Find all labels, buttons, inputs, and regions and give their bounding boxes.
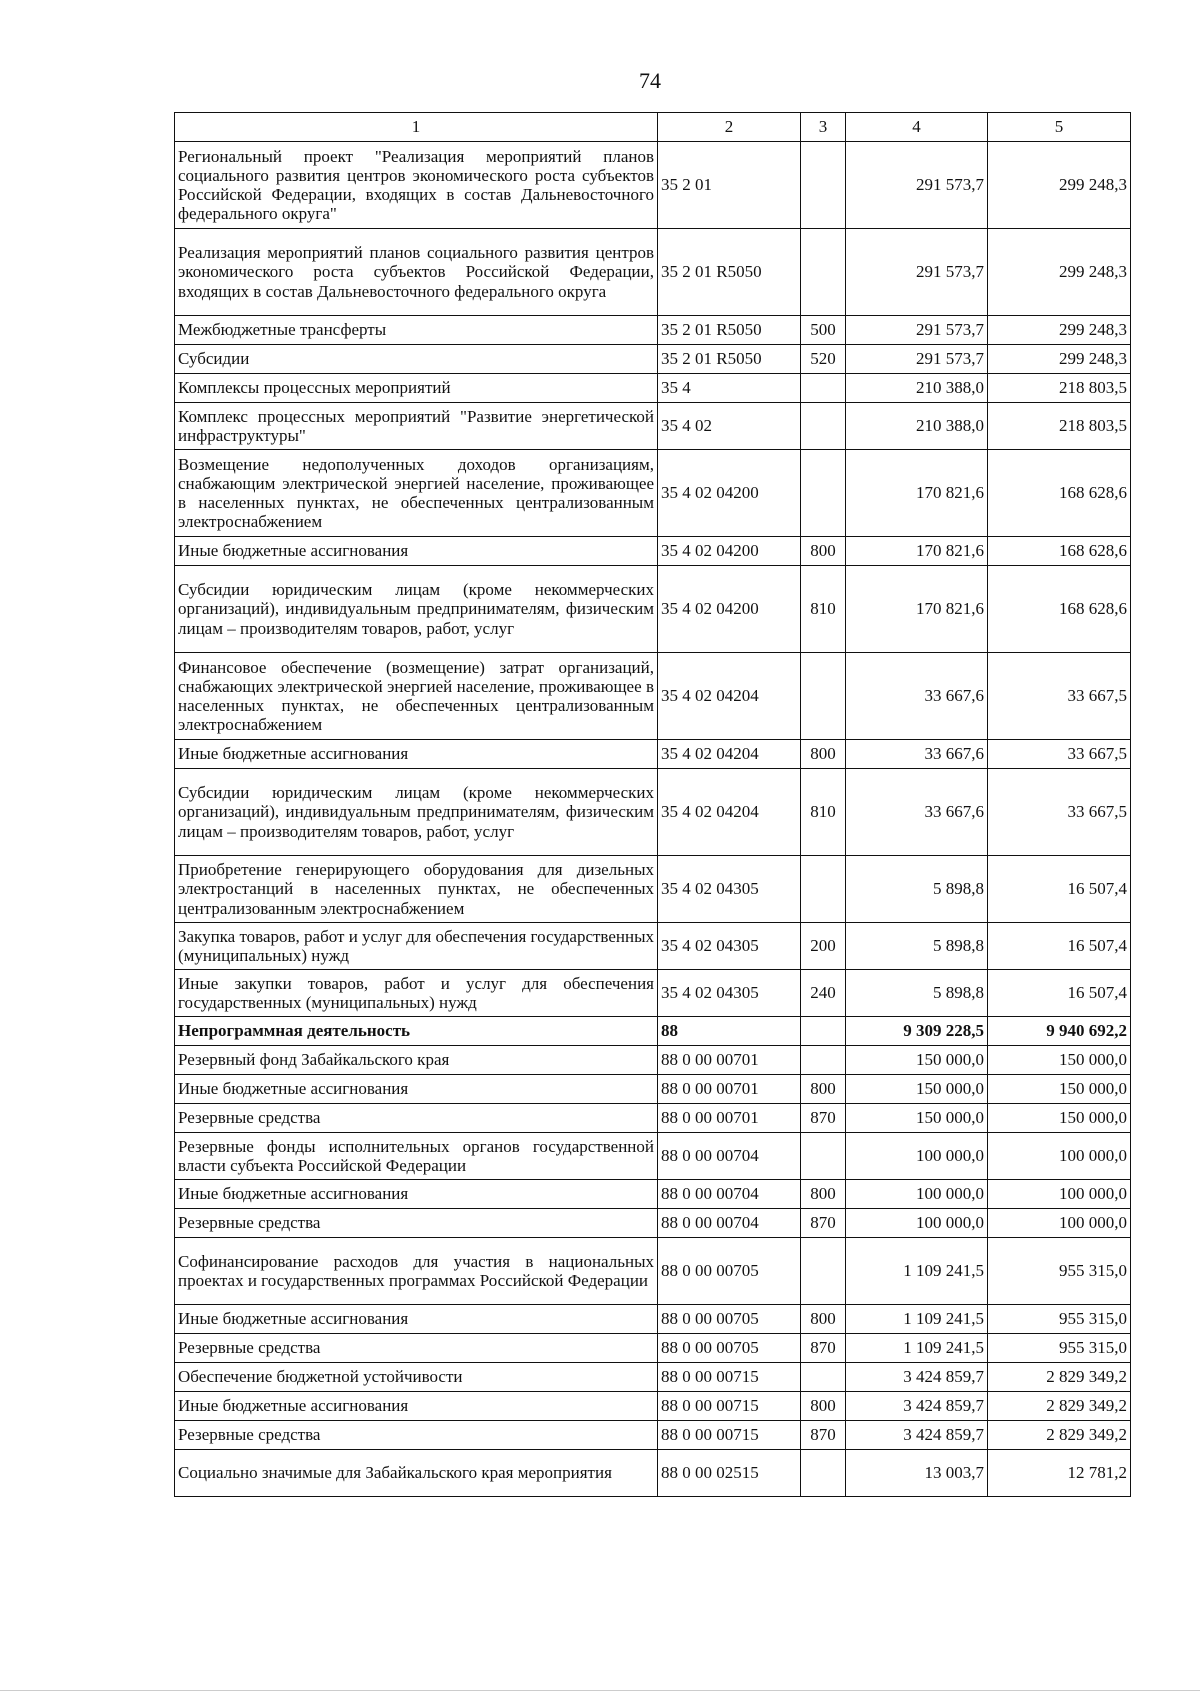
row-amount-year2-cell: 299 248,3 bbox=[988, 142, 1131, 229]
row-amount-year1-cell: 291 573,7 bbox=[846, 345, 988, 374]
table-row bbox=[175, 1305, 1131, 1334]
page-edge-rule bbox=[0, 1690, 1200, 1691]
row-code-cell: 88 0 00 02515 bbox=[658, 1450, 801, 1497]
row-amount-year1-cell: 1 109 241,5 bbox=[846, 1238, 988, 1305]
row-name-cell: Комплекс процессных мероприятий "Развитие энергетической инфраструктуры" bbox=[175, 403, 658, 450]
header-col-2: 2 bbox=[658, 113, 801, 142]
row-name-cell: Иные бюджетные ассигнования bbox=[175, 537, 658, 566]
table-row bbox=[175, 1334, 1131, 1363]
row-name-cell: Иные бюджетные ассигнования bbox=[175, 1392, 658, 1421]
table-row bbox=[175, 1017, 1131, 1046]
row-name-cell: Финансовое обеспечение (возмещение) затрат организаций, снабжающих электрической энергией население, проживающее в населенных пунктах, не обеспеченных централизованным электроснабжением bbox=[175, 653, 658, 740]
header-col-1: 1 bbox=[175, 113, 658, 142]
row-amount-year2-cell: 12 781,2 bbox=[988, 1450, 1131, 1497]
row-amount-year2-cell: 33 667,5 bbox=[988, 769, 1131, 856]
row-amount-year1-cell: 100 000,0 bbox=[846, 1133, 988, 1180]
row-code-cell: 88 0 00 00705 bbox=[658, 1305, 801, 1334]
table-row bbox=[175, 1209, 1131, 1238]
row-expense-type-cell: 800 bbox=[801, 1305, 846, 1334]
row-code-cell: 35 2 01 bbox=[658, 142, 801, 229]
row-code-cell: 88 0 00 00704 bbox=[658, 1180, 801, 1209]
row-name-cell: Региональный проект "Реализация мероприятий планов социального развития центров экономического роста субъектов Российской Федерации, входящих в состав Дальневосточного федерального округа" bbox=[175, 142, 658, 229]
row-expense-type-cell: 800 bbox=[801, 1180, 846, 1209]
header-col-3: 3 bbox=[801, 113, 846, 142]
row-code-cell: 88 0 00 00704 bbox=[658, 1133, 801, 1180]
row-amount-year1-cell: 210 388,0 bbox=[846, 374, 988, 403]
row-amount-year1-cell: 291 573,7 bbox=[846, 229, 988, 316]
row-code-cell: 88 0 00 00715 bbox=[658, 1421, 801, 1450]
table-row bbox=[175, 1133, 1131, 1180]
row-amount-year1-cell: 3 424 859,7 bbox=[846, 1392, 988, 1421]
row-expense-type-cell: 800 bbox=[801, 740, 846, 769]
row-name-cell: Иные бюджетные ассигнования bbox=[175, 1305, 658, 1334]
row-code-cell: 35 4 02 04204 bbox=[658, 653, 801, 740]
row-amount-year1-cell: 291 573,7 bbox=[846, 142, 988, 229]
row-expense-type-cell bbox=[801, 1017, 846, 1046]
row-amount-year1-cell: 33 667,6 bbox=[846, 653, 988, 740]
row-amount-year1-cell: 100 000,0 bbox=[846, 1180, 988, 1209]
row-amount-year2-cell: 150 000,0 bbox=[988, 1075, 1131, 1104]
row-amount-year1-cell: 170 821,6 bbox=[846, 566, 988, 653]
table-row bbox=[175, 450, 1131, 537]
row-amount-year1-cell: 100 000,0 bbox=[846, 1209, 988, 1238]
row-amount-year2-cell: 100 000,0 bbox=[988, 1209, 1131, 1238]
row-expense-type-cell: 870 bbox=[801, 1104, 846, 1133]
table-row bbox=[175, 740, 1131, 769]
row-amount-year1-cell: 13 003,7 bbox=[846, 1450, 988, 1497]
row-amount-year2-cell: 16 507,4 bbox=[988, 970, 1131, 1017]
header-col-5: 5 bbox=[988, 113, 1131, 142]
table-row bbox=[175, 1363, 1131, 1392]
row-amount-year1-cell: 33 667,6 bbox=[846, 740, 988, 769]
row-expense-type-cell bbox=[801, 1450, 846, 1497]
row-name-cell: Субсидии юридическим лицам (кроме некоммерческих организаций), индивидуальным предпринимателям, физическим лицам – производителям товаров, работ, услуг bbox=[175, 769, 658, 856]
row-amount-year1-cell: 150 000,0 bbox=[846, 1104, 988, 1133]
row-expense-type-cell bbox=[801, 1238, 846, 1305]
table-row bbox=[175, 970, 1131, 1017]
row-amount-year2-cell: 2 829 349,2 bbox=[988, 1392, 1131, 1421]
row-code-cell: 88 0 00 00715 bbox=[658, 1392, 801, 1421]
row-name-cell: Иные бюджетные ассигнования bbox=[175, 1075, 658, 1104]
row-amount-year1-cell: 210 388,0 bbox=[846, 403, 988, 450]
row-amount-year1-cell: 150 000,0 bbox=[846, 1075, 988, 1104]
row-expense-type-cell: 810 bbox=[801, 769, 846, 856]
table-row bbox=[175, 1180, 1131, 1209]
row-code-cell: 88 0 00 00705 bbox=[658, 1334, 801, 1363]
row-code-cell: 88 0 00 00704 bbox=[658, 1209, 801, 1238]
row-code-cell: 35 4 02 04204 bbox=[658, 769, 801, 856]
table-row bbox=[175, 374, 1131, 403]
row-expense-type-cell bbox=[801, 1363, 846, 1392]
row-expense-type-cell: 800 bbox=[801, 537, 846, 566]
row-amount-year2-cell: 218 803,5 bbox=[988, 403, 1131, 450]
row-expense-type-cell bbox=[801, 403, 846, 450]
row-amount-year1-cell: 1 109 241,5 bbox=[846, 1305, 988, 1334]
row-code-cell: 35 4 02 04305 bbox=[658, 970, 801, 1017]
row-amount-year1-cell: 150 000,0 bbox=[846, 1046, 988, 1075]
row-code-cell: 35 4 02 04305 bbox=[658, 856, 801, 923]
table-row bbox=[175, 537, 1131, 566]
table-body bbox=[175, 142, 1131, 1497]
row-name-cell: Обеспечение бюджетной устойчивости bbox=[175, 1363, 658, 1392]
row-amount-year2-cell: 2 829 349,2 bbox=[988, 1363, 1131, 1392]
row-code-cell: 35 2 01 R5050 bbox=[658, 229, 801, 316]
row-amount-year1-cell: 5 898,8 bbox=[846, 970, 988, 1017]
row-amount-year2-cell: 9 940 692,2 bbox=[988, 1017, 1131, 1046]
row-amount-year1-cell: 33 667,6 bbox=[846, 769, 988, 856]
row-name-cell: Софинансирование расходов для участия в национальных проектах и государственных программах Российской Федерации bbox=[175, 1238, 658, 1305]
row-amount-year2-cell: 955 315,0 bbox=[988, 1334, 1131, 1363]
row-code-cell: 88 0 00 00715 bbox=[658, 1363, 801, 1392]
row-expense-type-cell: 870 bbox=[801, 1209, 846, 1238]
row-amount-year1-cell: 1 109 241,5 bbox=[846, 1334, 988, 1363]
row-code-cell: 35 4 02 04200 bbox=[658, 566, 801, 653]
row-code-cell: 35 4 bbox=[658, 374, 801, 403]
row-amount-year1-cell: 3 424 859,7 bbox=[846, 1363, 988, 1392]
row-name-cell: Иные бюджетные ассигнования bbox=[175, 740, 658, 769]
row-amount-year2-cell: 955 315,0 bbox=[988, 1238, 1131, 1305]
table-header-row bbox=[175, 113, 1131, 142]
row-amount-year1-cell: 170 821,6 bbox=[846, 537, 988, 566]
row-name-cell: Резервный фонд Забайкальского края bbox=[175, 1046, 658, 1075]
table-row bbox=[175, 403, 1131, 450]
row-code-cell: 35 2 01 R5050 bbox=[658, 316, 801, 345]
row-amount-year2-cell: 168 628,6 bbox=[988, 566, 1131, 653]
page-number: 74 bbox=[639, 68, 661, 93]
row-amount-year2-cell: 168 628,6 bbox=[988, 537, 1131, 566]
table-row bbox=[175, 345, 1131, 374]
table-row bbox=[175, 1421, 1131, 1450]
row-name-cell: Резервные средства bbox=[175, 1334, 658, 1363]
row-code-cell: 88 bbox=[658, 1017, 801, 1046]
row-code-cell: 35 4 02 bbox=[658, 403, 801, 450]
table-row bbox=[175, 1104, 1131, 1133]
row-amount-year2-cell: 955 315,0 bbox=[988, 1305, 1131, 1334]
table-row bbox=[175, 1075, 1131, 1104]
budget-table bbox=[174, 112, 1131, 1497]
row-code-cell: 88 0 00 00701 bbox=[658, 1104, 801, 1133]
row-expense-type-cell: 870 bbox=[801, 1421, 846, 1450]
row-amount-year2-cell: 16 507,4 bbox=[988, 923, 1131, 970]
row-amount-year2-cell: 2 829 349,2 bbox=[988, 1421, 1131, 1450]
row-amount-year2-cell: 33 667,5 bbox=[988, 653, 1131, 740]
table-row bbox=[175, 316, 1131, 345]
row-amount-year1-cell: 9 309 228,5 bbox=[846, 1017, 988, 1046]
row-name-cell: Субсидии bbox=[175, 345, 658, 374]
row-amount-year2-cell: 150 000,0 bbox=[988, 1104, 1131, 1133]
row-name-cell: Иные закупки товаров, работ и услуг для обеспечения государственных (муниципальных) нужд bbox=[175, 970, 658, 1017]
table-row bbox=[175, 769, 1131, 856]
row-expense-type-cell: 500 bbox=[801, 316, 846, 345]
row-code-cell: 88 0 00 00701 bbox=[658, 1046, 801, 1075]
row-amount-year2-cell: 16 507,4 bbox=[988, 856, 1131, 923]
row-name-cell: Резервные средства bbox=[175, 1209, 658, 1238]
table-row bbox=[175, 1392, 1131, 1421]
row-name-cell: Реализация мероприятий планов социального развития центров экономического роста субъектов Российской Федерации, входящих в состав Дальневосточного федерального округа bbox=[175, 229, 658, 316]
row-expense-type-cell: 870 bbox=[801, 1334, 846, 1363]
row-amount-year2-cell: 150 000,0 bbox=[988, 1046, 1131, 1075]
header-col-4: 4 bbox=[846, 113, 988, 142]
row-amount-year1-cell: 5 898,8 bbox=[846, 923, 988, 970]
row-code-cell: 35 4 02 04200 bbox=[658, 450, 801, 537]
row-amount-year2-cell: 218 803,5 bbox=[988, 374, 1131, 403]
row-expense-type-cell bbox=[801, 450, 846, 537]
table-row bbox=[175, 229, 1131, 316]
row-expense-type-cell: 520 bbox=[801, 345, 846, 374]
row-amount-year2-cell: 299 248,3 bbox=[988, 345, 1131, 374]
table-row bbox=[175, 653, 1131, 740]
row-code-cell: 35 4 02 04204 bbox=[658, 740, 801, 769]
row-expense-type-cell bbox=[801, 229, 846, 316]
row-code-cell: 35 4 02 04200 bbox=[658, 537, 801, 566]
row-expense-type-cell bbox=[801, 374, 846, 403]
row-expense-type-cell: 810 bbox=[801, 566, 846, 653]
row-name-cell: Межбюджетные трансферты bbox=[175, 316, 658, 345]
row-expense-type-cell: 240 bbox=[801, 970, 846, 1017]
row-expense-type-cell: 200 bbox=[801, 923, 846, 970]
row-amount-year2-cell: 299 248,3 bbox=[988, 229, 1131, 316]
row-name-cell: Комплексы процессных мероприятий bbox=[175, 374, 658, 403]
row-name-cell: Субсидии юридическим лицам (кроме некоммерческих организаций), индивидуальным предпринимателям, физическим лицам – производителям товаров, работ, услуг bbox=[175, 566, 658, 653]
row-amount-year1-cell: 5 898,8 bbox=[846, 856, 988, 923]
table-row bbox=[175, 923, 1131, 970]
row-amount-year1-cell: 3 424 859,7 bbox=[846, 1421, 988, 1450]
row-name-cell: Приобретение генерирующего оборудования для дизельных электростанций в населенных пунктах, не обеспеченных централизованным электроснабжением bbox=[175, 856, 658, 923]
table-row bbox=[175, 1238, 1131, 1305]
row-amount-year2-cell: 33 667,5 bbox=[988, 740, 1131, 769]
row-name-cell: Резервные фонды исполнительных органов государственной власти субъекта Российской Федерации bbox=[175, 1133, 658, 1180]
row-amount-year2-cell: 100 000,0 bbox=[988, 1180, 1131, 1209]
row-amount-year1-cell: 170 821,6 bbox=[846, 450, 988, 537]
row-name-cell: Возмещение недополученных доходов организациям, снабжающим электрической энергией население, проживающее в населенных пунктах, не обеспеченных централизованным электроснабжением bbox=[175, 450, 658, 537]
row-expense-type-cell bbox=[801, 856, 846, 923]
row-expense-type-cell: 800 bbox=[801, 1075, 846, 1104]
table-row bbox=[175, 1046, 1131, 1075]
row-code-cell: 35 2 01 R5050 bbox=[658, 345, 801, 374]
row-expense-type-cell: 800 bbox=[801, 1392, 846, 1421]
row-name-cell: Резервные средства bbox=[175, 1421, 658, 1450]
row-expense-type-cell bbox=[801, 1046, 846, 1075]
row-name-cell: Резервные средства bbox=[175, 1104, 658, 1133]
row-code-cell: 35 4 02 04305 bbox=[658, 923, 801, 970]
table-row bbox=[175, 856, 1131, 923]
row-code-cell: 88 0 00 00705 bbox=[658, 1238, 801, 1305]
row-amount-year2-cell: 299 248,3 bbox=[988, 316, 1131, 345]
table-row bbox=[175, 566, 1131, 653]
row-name-cell: Закупка товаров, работ и услуг для обеспечения государственных (муниципальных) нужд bbox=[175, 923, 658, 970]
row-amount-year1-cell: 291 573,7 bbox=[846, 316, 988, 345]
row-expense-type-cell bbox=[801, 653, 846, 740]
table-row bbox=[175, 1450, 1131, 1497]
row-code-cell: 88 0 00 00701 bbox=[658, 1075, 801, 1104]
row-amount-year2-cell: 100 000,0 bbox=[988, 1133, 1131, 1180]
row-name-cell: Социально значимые для Забайкальского края мероприятия bbox=[175, 1450, 658, 1497]
row-amount-year2-cell: 168 628,6 bbox=[988, 450, 1131, 537]
row-name-cell: Иные бюджетные ассигнования bbox=[175, 1180, 658, 1209]
row-expense-type-cell bbox=[801, 1133, 846, 1180]
row-name-cell: Непрограммная деятельность bbox=[175, 1017, 658, 1046]
row-expense-type-cell bbox=[801, 142, 846, 229]
table-row bbox=[175, 142, 1131, 229]
